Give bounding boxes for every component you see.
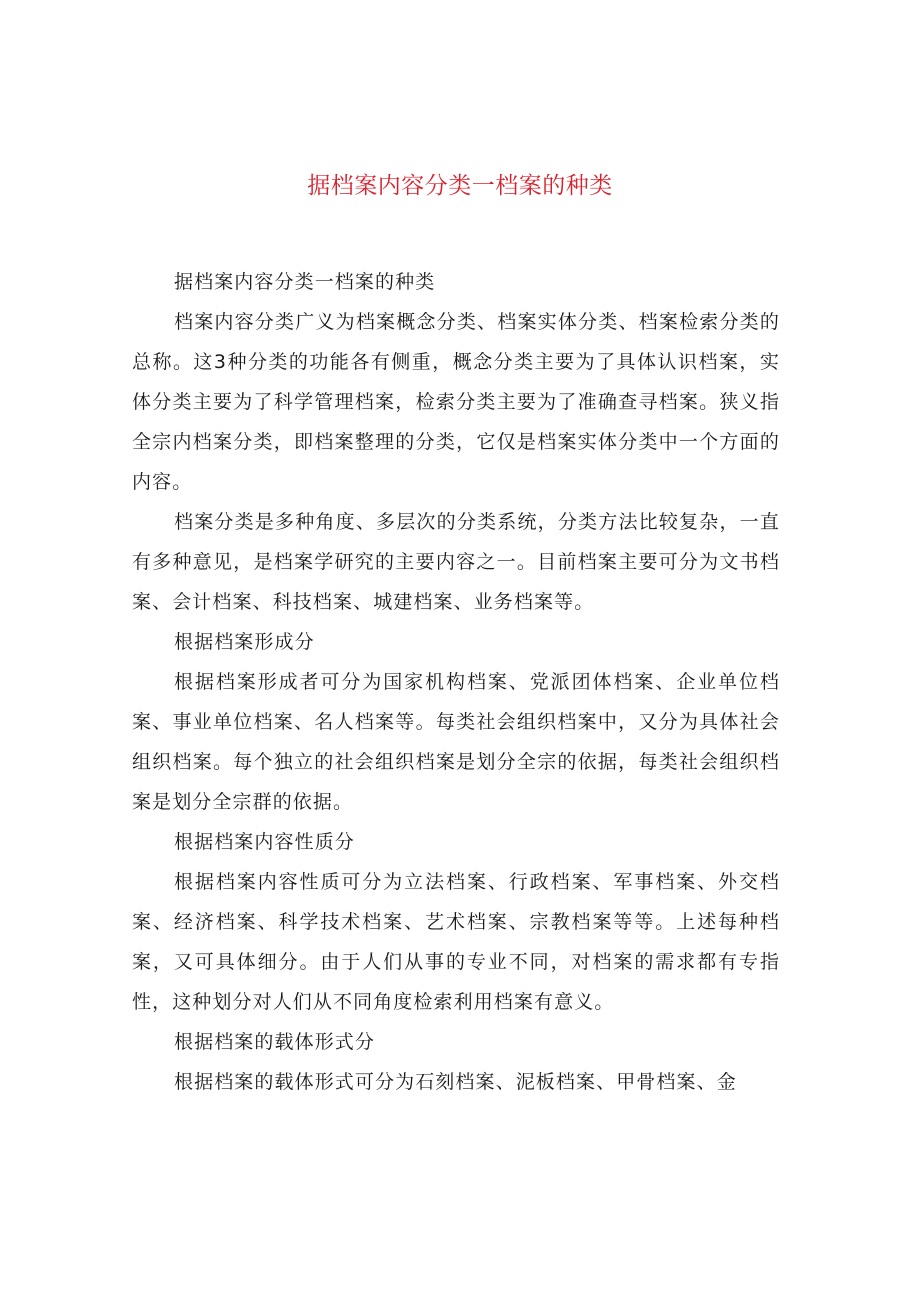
document-body [132,262,780,1102]
subtitle-paragraph: 据档案内容分类一档案的种类 [174,271,436,293]
document-title: 据档案内容分类一档案的种类 [307,173,613,199]
paragraph-formation: 根据档案形成者可分为国家机构档案、党派团体档案、企业单位档案、事业单位档案、名人档案等。每类社会组织档案中，又分为具体社会组织档案。每个独立的社会组织档案是划分全宗的依据，每类社会组织档案是划分全宗群的依据。 [132,671,780,813]
paragraph-content-nature: 根据档案内容性质可分为立法档案、行政档案、军事档案、外交档案、经济档案、科学技术档案、艺术档案、宗教档案等等。上述每种档案，又可具体细分。由于人们从事的专业不同，对档案的需求都有专指性，这种划分对人们从不同角度检索利用档案有意义。 [132,871,780,1013]
paragraph-classification-overview: 档案分类是多种角度、多层次的分类系统，分类方法比较复杂，一直有多种意见，是档案学研究的主要内容之一。目前档案主要可分为文书档案、会计档案、科技档案、城建档案、业务档案等。 [132,511,780,613]
section-heading-formation: 根据档案形成分 [174,631,315,653]
paragraph-carrier-form: 根据档案的载体形式可分为石刻档案、泥板档案、甲骨档案、金 [174,1071,737,1093]
section-heading-content-nature: 根据档案内容性质分 [174,831,355,853]
paragraph-definition: 档案内容分类广义为档案概念分类、档案实体分类、档案检索分类的总称。这3种分类的功能各有侧重，概念分类主要为了具体认识档案，实体分类主要为了科学管理档案，检索分类主要为了准确查寻档案。狭义指全宗内档案分类，即档案整理的分类，它仅是档案实体分类中一个方面的内容。 [132,311,780,493]
section-heading-carrier-form: 根据档案的载体形式分 [174,1031,376,1053]
